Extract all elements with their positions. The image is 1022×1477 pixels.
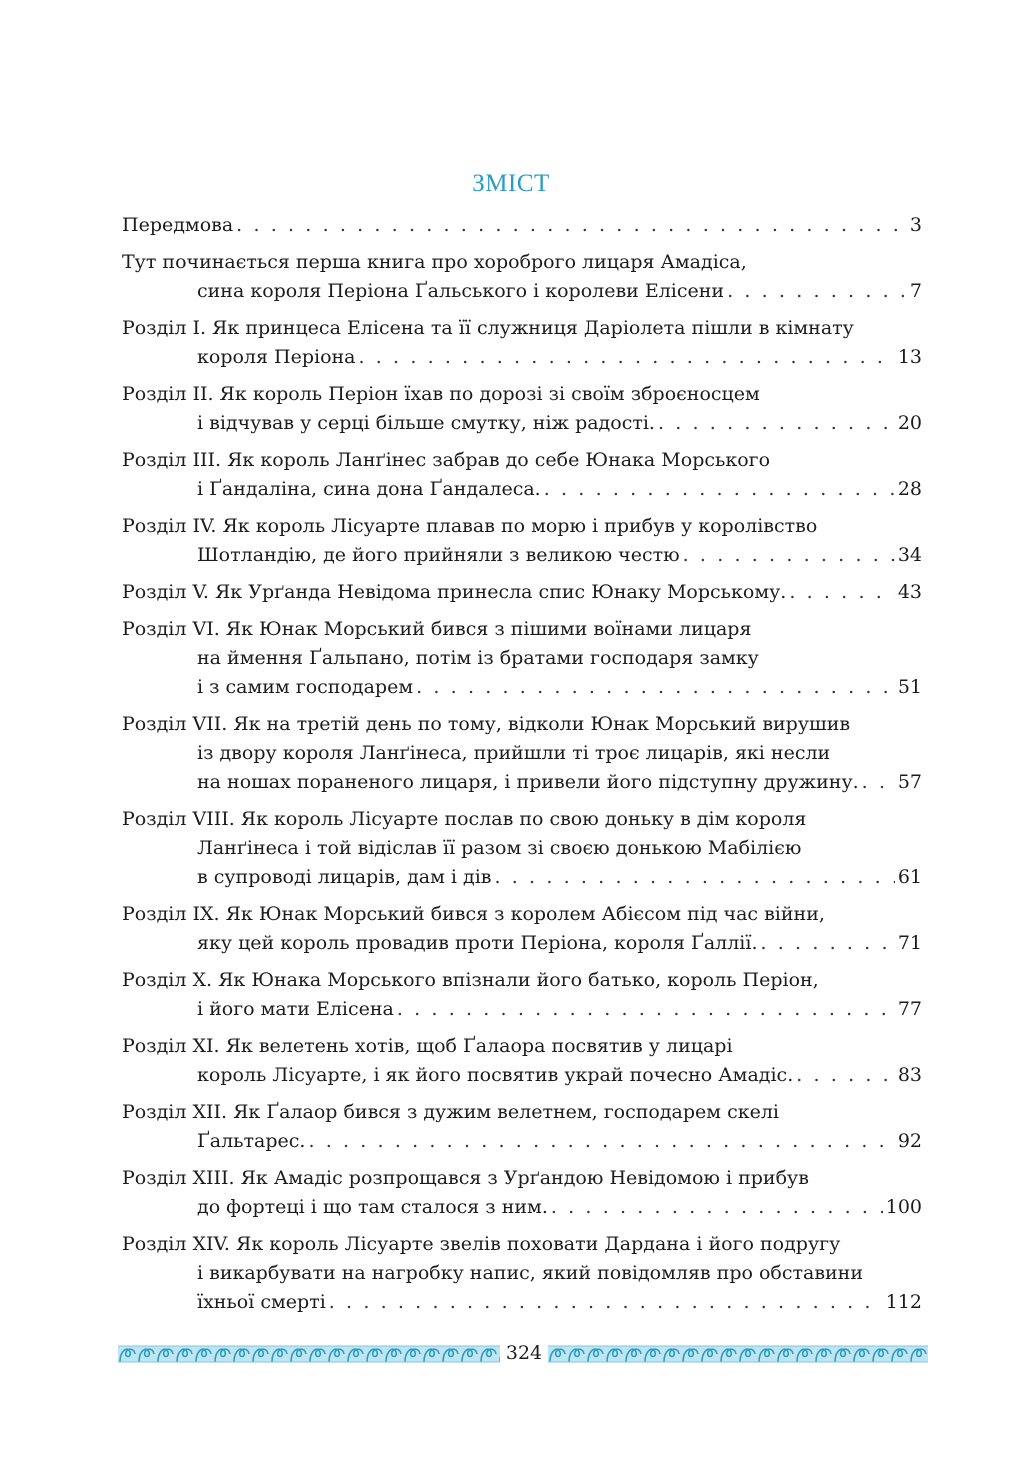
toc-entry-text: і викарбувати на нагробку напис, який повідомляв про обставини bbox=[197, 1262, 864, 1284]
toc-entry-text: Розділ XIV. Як король Лісуарте звелів поховати Дардана і його подругу bbox=[122, 1233, 841, 1255]
toc-entry-text: Ланґінеса і той відіслав її разом зі своєю донькою Мабілією bbox=[197, 837, 802, 859]
toc-entry-line bbox=[122, 739, 922, 768]
leader-dots bbox=[329, 1288, 883, 1317]
toc-entry-line bbox=[122, 673, 922, 702]
toc-entry-text: Розділ VI. Як Юнак Морський бився з пішими воїнами лицаря bbox=[122, 618, 752, 640]
toc-entry-text: Шотландію, де його прийняли з великою честю bbox=[197, 544, 680, 566]
toc-page-number: 83 bbox=[897, 1064, 922, 1086]
leader-dots bbox=[683, 541, 895, 570]
toc-entry-line bbox=[122, 644, 922, 673]
toc-entry bbox=[122, 805, 922, 892]
table-of-contents bbox=[122, 211, 922, 1325]
leader-dots bbox=[760, 929, 894, 958]
leader-dots bbox=[658, 409, 895, 438]
toc-entry bbox=[122, 211, 922, 240]
toc-entry-line bbox=[122, 1193, 922, 1222]
toc-entry-text: Розділ IV. Як король Лісуарте плавав по морю і прибув у королівство bbox=[122, 515, 818, 537]
toc-entry bbox=[122, 314, 922, 372]
toc-entry bbox=[122, 578, 922, 607]
ornament-border-left bbox=[118, 1340, 500, 1368]
toc-entry-text: і Ґандаліна, сина дона Ґандалеса. bbox=[197, 478, 541, 500]
leader-dots bbox=[862, 768, 895, 797]
leader-dots bbox=[397, 995, 895, 1024]
toc-entry-text: Розділ ІІІ. Як король Ланґінес забрав до себе Юнака Морського bbox=[122, 449, 771, 471]
toc-entry-line bbox=[122, 211, 922, 240]
leader-dots bbox=[495, 863, 895, 892]
toc-page-number: 92 bbox=[897, 1130, 922, 1152]
toc-entry-line bbox=[122, 966, 922, 995]
leader-dots bbox=[789, 578, 894, 607]
toc-entry-text: Розділ XI. Як велетень хотів, щоб Ґалаора посвятив у лицарі bbox=[122, 1035, 733, 1057]
toc-entry-line bbox=[122, 541, 922, 570]
toc-entry-text: Розділ XIII. Як Амадіс розпрощався з Урґандою Невідомою і прибув bbox=[122, 1167, 809, 1189]
toc-page-number: 28 bbox=[897, 478, 922, 500]
page-number: 324 bbox=[505, 1342, 543, 1364]
toc-entry-text: в супроводі лицарів, дам і дів bbox=[197, 866, 492, 888]
toc-entry-line bbox=[122, 1164, 922, 1193]
toc-entry bbox=[122, 1032, 922, 1090]
toc-page-number: 77 bbox=[897, 998, 922, 1020]
toc-entry-line bbox=[122, 1288, 922, 1317]
toc-entry-line bbox=[122, 863, 922, 892]
toc-entry-line bbox=[122, 615, 922, 644]
toc-entry-text: Розділ VII. Як на третій день по тому, відколи Юнак Морський вирушив bbox=[122, 713, 851, 735]
toc-entry-line bbox=[122, 343, 922, 372]
leader-dots bbox=[359, 343, 895, 372]
toc-entry-line bbox=[122, 995, 922, 1024]
toc-entry-text: Передмова bbox=[122, 214, 234, 236]
toc-entry-line bbox=[122, 1061, 922, 1090]
toc-entry-line bbox=[122, 834, 922, 863]
toc-entry-line bbox=[122, 1098, 922, 1127]
toc-entry-text: із двору короля Ланґінеса, прийшли ті троє лицарів, які несли bbox=[197, 742, 831, 764]
leader-dots bbox=[416, 673, 895, 702]
toc-entry-text: короля Періона bbox=[197, 346, 356, 368]
leader-dots bbox=[796, 1061, 895, 1090]
toc-entry bbox=[122, 966, 922, 1024]
leader-dots bbox=[544, 475, 895, 504]
toc-entry-text: Розділ X. Як Юнака Морського впізнали його батько, король Періон, bbox=[122, 969, 819, 991]
toc-entry-text: Ґальтарес. bbox=[197, 1130, 306, 1152]
toc-page-number: 100 bbox=[885, 1196, 922, 1218]
toc-entry bbox=[122, 248, 922, 306]
toc-page-number: 112 bbox=[885, 1291, 922, 1313]
toc-entry-text: Тут починається перша книга про хороброго лицаря Амадіса, bbox=[122, 251, 747, 273]
leader-dots bbox=[551, 1193, 883, 1222]
toc-entry-line bbox=[122, 512, 922, 541]
toc-page-number: 20 bbox=[897, 412, 922, 434]
toc-entry-line bbox=[122, 248, 922, 277]
toc-page-number: 61 bbox=[897, 866, 922, 888]
toc-entry-text: на ношах пораненого лицаря, і привели його підступну дружину. bbox=[197, 771, 859, 793]
toc-entry bbox=[122, 710, 922, 797]
toc-entry-text: Розділ V. Як Урґанда Невідома принесла спис Юнаку Морському. bbox=[122, 581, 787, 603]
toc-entry-line bbox=[122, 446, 922, 475]
toc-page-number: 3 bbox=[909, 214, 922, 236]
toc-entry-line bbox=[122, 1230, 922, 1259]
toc-entry bbox=[122, 446, 922, 504]
toc-entry-line bbox=[122, 1259, 922, 1288]
toc-entry-text: на ймення Ґальпано, потім із братами господаря замку bbox=[197, 647, 759, 669]
toc-entry-line bbox=[122, 380, 922, 409]
toc-page-number: 43 bbox=[897, 581, 922, 603]
toc-entry bbox=[122, 900, 922, 958]
toc-entry-line bbox=[122, 578, 922, 607]
toc-entry bbox=[122, 1098, 922, 1156]
toc-entry-text: і з самим господарем bbox=[197, 676, 414, 698]
toc-entry-line bbox=[122, 475, 922, 504]
toc-page-number: 51 bbox=[897, 676, 922, 698]
toc-entry bbox=[122, 615, 922, 702]
toc-page-number: 71 bbox=[897, 932, 922, 954]
toc-page-number: 34 bbox=[897, 544, 922, 566]
toc-entry bbox=[122, 512, 922, 570]
toc-entry-line bbox=[122, 900, 922, 929]
toc-entry-text: і його мати Елісена bbox=[197, 998, 394, 1020]
toc-entry-line bbox=[122, 1032, 922, 1061]
toc-entry-line bbox=[122, 768, 922, 797]
toc-page-number: 57 bbox=[897, 771, 922, 793]
page-footer bbox=[118, 1340, 928, 1368]
toc-entry-text: сина короля Періона Ґальського і королеви Елісени bbox=[197, 280, 725, 302]
toc-entry-line bbox=[122, 277, 922, 306]
toc-entry-text: Розділ І. Як принцеса Елісена та її служниця Даріолета пішли в кімнату bbox=[122, 317, 854, 339]
toc-entry bbox=[122, 380, 922, 438]
toc-entry-text: король Лісуарте, і як його посвятив украй почесно Амадіс. bbox=[197, 1064, 794, 1086]
toc-page-number: 13 bbox=[897, 346, 922, 368]
toc-entry-text: їхньої смерті bbox=[197, 1291, 326, 1313]
leader-dots bbox=[236, 211, 907, 240]
leader-dots bbox=[727, 277, 907, 306]
toc-entry-line bbox=[122, 1127, 922, 1156]
ornament-border-right bbox=[548, 1340, 928, 1368]
toc-entry bbox=[122, 1164, 922, 1222]
toc-entry-text: до фортеці і що там сталося з ним. bbox=[197, 1196, 548, 1218]
toc-entry bbox=[122, 1230, 922, 1317]
leader-dots bbox=[308, 1127, 894, 1156]
toc-entry-text: і відчував у серці більше смутку, ніж радості. bbox=[197, 412, 655, 434]
toc-entry-line bbox=[122, 805, 922, 834]
toc-entry-text: Розділ ІІ. Як король Періон їхав по дорозі зі своїм зброєносцем bbox=[122, 383, 760, 405]
page-title: ЗМІСТ bbox=[472, 170, 550, 197]
toc-entry-line bbox=[122, 314, 922, 343]
toc-page-number: 7 bbox=[909, 280, 922, 302]
toc-entry-line bbox=[122, 710, 922, 739]
toc-entry-text: Розділ XII. Як Ґалаор бився з дужим велетнем, господарем скелі bbox=[122, 1101, 780, 1123]
toc-entry-line bbox=[122, 929, 922, 958]
toc-entry-text: яку цей король провадив проти Періона, короля Ґаллії. bbox=[197, 932, 758, 954]
toc-entry-text: Розділ VIII. Як король Лісуарте послав по свою доньку в дім короля bbox=[122, 808, 807, 830]
toc-entry-line bbox=[122, 409, 922, 438]
toc-entry-text: Розділ IX. Як Юнак Морський бився з королем Абієсом під час війни, bbox=[122, 903, 825, 925]
